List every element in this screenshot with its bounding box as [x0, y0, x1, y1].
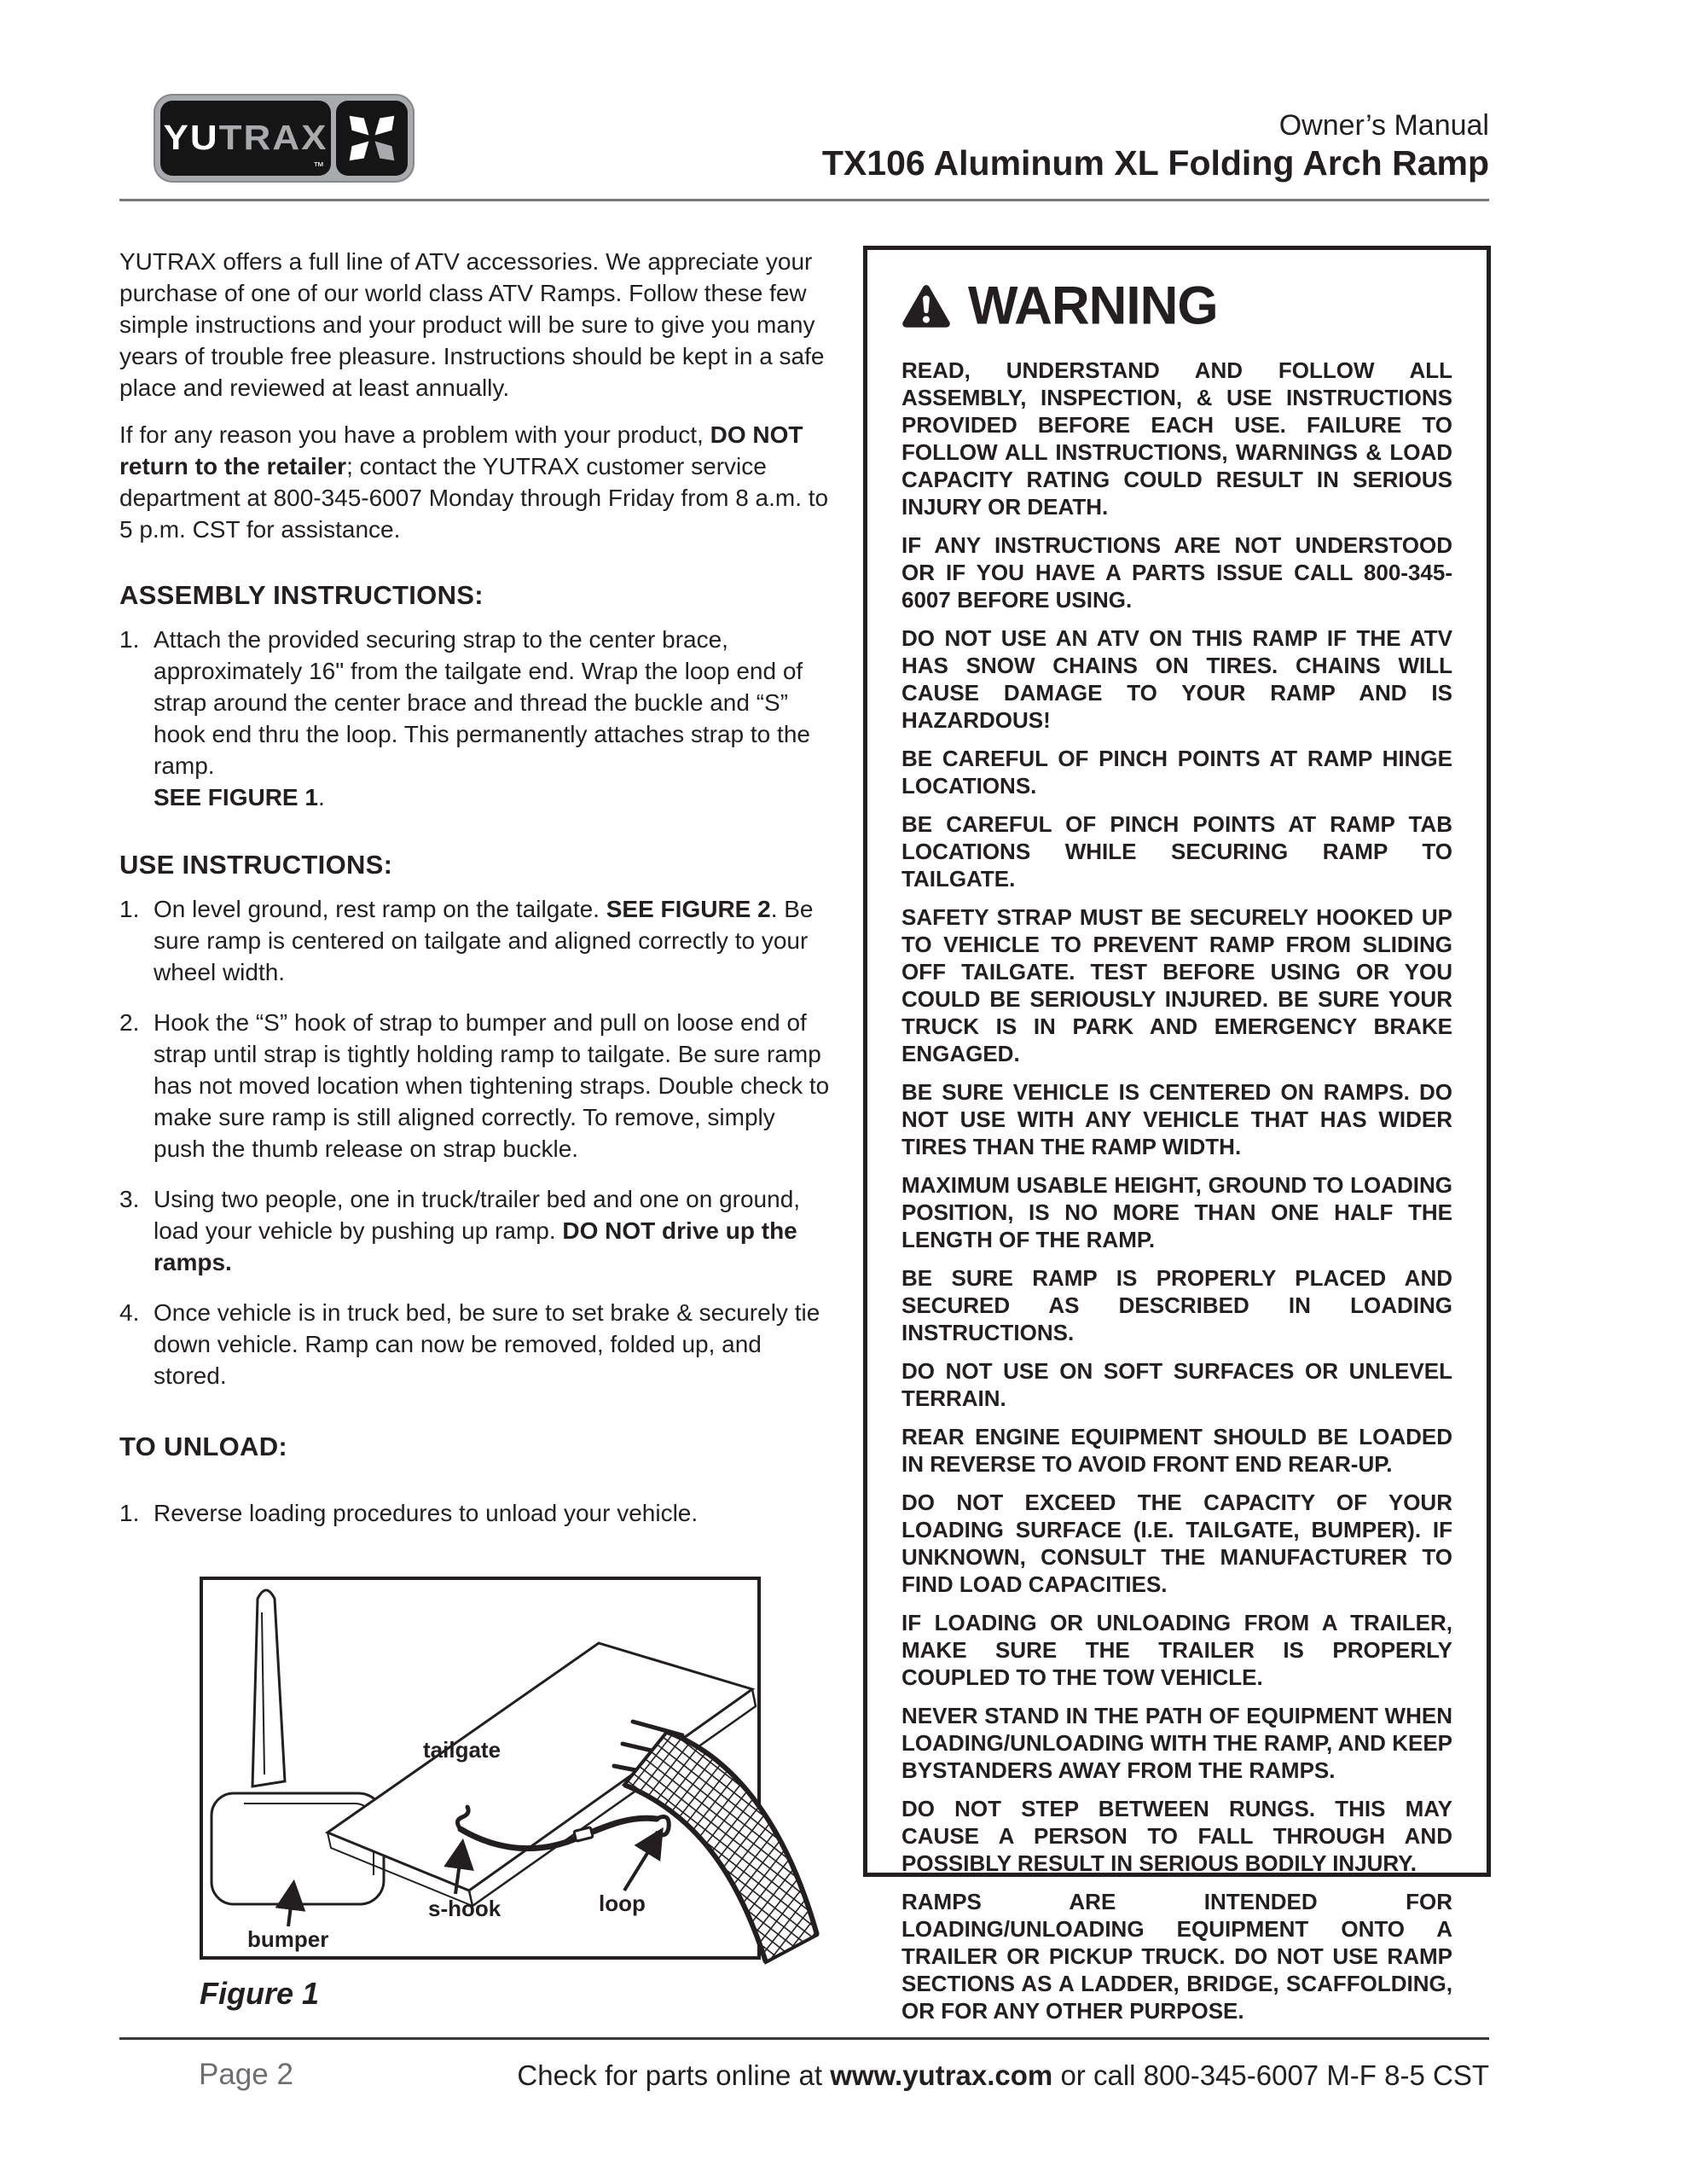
- warning-paragraph: DO NOT USE AN ATV ON THIS RAMP IF THE ATV HAS SNOW CHAINS ON TIRES. CHAINS WILL CAUSE DAMAGE TO YOUR RAMP AND IS HAZARDOUS!: [901, 625, 1452, 733]
- list-item-text: [154, 1500, 698, 1526]
- bold-text-segment: www.yutrax.com: [830, 2059, 1053, 2091]
- unload-item-1: [119, 1497, 830, 1529]
- list-number: 2.: [119, 1009, 140, 1036]
- footer-rule: [119, 2037, 1489, 2040]
- strap-buckle: [574, 1827, 593, 1841]
- unload-heading: TO UNLOAD:: [119, 1432, 288, 1461]
- assembly-item-1: [119, 624, 830, 813]
- header-rule: [119, 199, 1489, 201]
- label-s-hook: s-hook: [428, 1896, 501, 1921]
- label-bumper: bumper: [247, 1926, 329, 1952]
- figure-1-caption: Figure 1: [200, 1976, 320, 2011]
- yutrax-x-emblem: [336, 101, 408, 176]
- text-segment: Reverse loading procedures to unload your vehicle.: [154, 1500, 699, 1526]
- wordmark-gray-letters: TRAX: [218, 119, 328, 158]
- trademark-symbol: ™: [313, 160, 324, 172]
- warning-box: [863, 246, 1491, 2024]
- warning-paragraph: RAMPS ARE INTENDED FOR LOADING/UNLOADING EQUIPMENT ONTO A TRAILER OR PICKUP TRUCK. DO NOT USE RAMP SECTIONS AS A LADDER, BRIDGE, SCAFFOLDING, OR FOR ANY OTHER PURPOSE.: [901, 1889, 1452, 2024]
- yutrax-wordmark-text: [164, 119, 328, 158]
- assembly-heading: ASSEMBLY INSTRUCTIONS:: [119, 580, 484, 610]
- warning-title: WARNING: [968, 276, 1218, 336]
- warning-paragraph-list: [901, 357, 1452, 2024]
- list-number: 1.: [119, 626, 140, 653]
- list-number: 1.: [119, 1500, 140, 1526]
- text-segment: If for any reason you have a problem with your product,: [119, 421, 710, 448]
- bold-text-segment: DO NOT drive up the ramps.: [154, 1217, 797, 1275]
- document-type: Owner’s Manual: [1278, 109, 1489, 142]
- warning-paragraph: SAFETY STRAP MUST BE SECURELY HOOKED UP TO VEHICLE TO PREVENT RAMP FROM SLIDING OFF TAILGATE. TEST BEFORE USING OR YOU COULD BE SERIOUSLY INJURED. BE SURE YOUR TRUCK IS IN PARK AND EMERGENCY BRAKE ENGAGED.: [901, 904, 1452, 1066]
- figure-1-diagram: [200, 1577, 832, 1982]
- text-segment: .: [317, 784, 325, 810]
- warning-paragraph: NEVER STAND IN THE PATH OF EQUIPMENT WHEN LOADING/UNLOADING WITH THE RAMP, AND KEEP BYSTANDERS AWAY FROM THE RAMPS.: [901, 1703, 1452, 1783]
- use-item-4: [119, 1297, 830, 1391]
- warning-paragraph: DO NOT USE ON SOFT SURFACES OR UNLEVEL TERRAIN.: [901, 1358, 1452, 1411]
- use-heading: USE INSTRUCTIONS:: [119, 850, 393, 880]
- wordmark-white-letters: YU: [163, 119, 219, 158]
- text-segment: Using two people, one in truck/trailer bed and one on ground, load your vehicle by pushing up ramp.: [154, 1186, 801, 1244]
- warning-paragraph: DO NOT STEP BETWEEN RUNGS. THIS MAY CAUSE A PERSON TO FALL THROUGH AND POSSIBLY RESULT IN SERIOUS BODILY INJURY.: [901, 1796, 1452, 1876]
- text-segment: ; contact the YUTRAX customer service department at 800-345-6007 Monday through Friday from 8 a.m. to 5 p.m. CST for assistance.: [119, 453, 829, 543]
- text-segment: . Be sure ramp is centered on tailgate and aligned correctly to your wheel width.: [154, 896, 814, 985]
- list-number: 4.: [119, 1299, 140, 1326]
- warning-paragraph: BE SURE RAMP IS PROPERLY PLACED AND SECURED AS DESCRIBED IN LOADING INSTRUCTIONS.: [901, 1265, 1452, 1345]
- figure-1-drawing: [200, 1577, 832, 1978]
- list-item-text: [154, 626, 810, 810]
- warning-paragraph: BE CAREFUL OF PINCH POINTS AT RAMP TAB LOCATIONS WHILE SECURING RAMP TO TAILGATE.: [901, 811, 1452, 892]
- bold-text-segment: SEE FIGURE 2: [606, 896, 771, 922]
- list-item-text: [154, 1299, 820, 1389]
- warning-paragraph: IF ANY INSTRUCTIONS ARE NOT UNDERSTOOD OR IF YOU HAVE A PARTS ISSUE CALL 800-345-6007 BEFORE USING.: [901, 532, 1452, 613]
- left-column: [119, 246, 830, 1529]
- intro-paragraph-2: [119, 419, 830, 545]
- footer-page-number: Page 2: [199, 2058, 293, 2091]
- use-item-3: [119, 1183, 830, 1278]
- text-segment: On level ground, rest ramp on the tailgate.: [154, 896, 606, 922]
- warning-paragraph: READ, UNDERSTAND AND FOLLOW ALL ASSEMBLY, INSPECTION, & USE INSTRUCTIONS PROVIDED BEFORE EACH USE. FAILURE TO FOLLOW ALL INSTRUCTIONS, WARNINGS & LOAD CAPACITY RATING COULD RESULT IN SERIOUS INJURY OR DEATH.: [901, 357, 1452, 520]
- intro-paragraph-1: YUTRAX offers a full line of ATV accessories. We appreciate your purchase of one of our world class ATV Ramps. Follow these few simple instructions and your product will be sure to give you many years of trouble free pleasure. Instructions should be kept in a safe place and reviewed at least annually.: [119, 248, 825, 401]
- use-item-1: [119, 893, 830, 988]
- warning-paragraph: MAXIMUM USABLE HEIGHT, GROUND TO LOADING POSITION, IS NO MORE THAN ONE HALF THE LENGTH OF THE RAMP.: [901, 1172, 1452, 1252]
- label-tailgate: tailgate: [423, 1737, 501, 1763]
- text-segment: or call 800-345-6007 M-F 8-5 CST: [1052, 2059, 1489, 2091]
- label-loop: loop: [599, 1891, 646, 1916]
- warning-paragraph: DO NOT EXCEED THE CAPACITY OF YOUR LOADING SURFACE (I.E. TAILGATE, BUMPER). IF UNKNOWN, CONSULT THE MANUFACTURER TO FIND LOAD CAPACITIES.: [901, 1490, 1452, 1597]
- list-number: 1.: [119, 896, 140, 922]
- text-segment: Attach the provided securing strap to the center brace, approximately 16" from the tailgate end. Wrap the loop end of strap around the center brace and thread the buckle and “S” hook end thru the loop. This permanently attaches strap to the ramp.: [154, 626, 810, 779]
- list-item-text: [154, 1186, 800, 1275]
- yutrax-logo-wordmark: [160, 101, 331, 176]
- warning-paragraph: BE SURE VEHICLE IS CENTERED ON RAMPS. DO NOT USE WITH ANY VEHICLE THAT HAS WIDER TIRES THAN THE RAMP WIDTH.: [901, 1079, 1452, 1159]
- list-number: 3.: [119, 1186, 140, 1212]
- text-segment: Once vehicle is in truck bed, be sure to set brake & securely tie down vehicle. Ramp can now be removed, folded up, and stored.: [154, 1299, 820, 1389]
- bold-text-segment: DO NOT return to the retailer: [119, 421, 803, 479]
- bold-text-segment: SEE FIGURE 1: [154, 784, 318, 810]
- x-mark-icon: [345, 111, 399, 166]
- yutrax-logo: [155, 96, 413, 181]
- warning-triangle-icon: [901, 284, 951, 328]
- text-segment: Hook the “S” hook of strap to bumper and pull on loose end of strap until strap is tightly holding ramp to tailgate. Be sure ramp has not moved location when tightening straps. Double check to make sure ramp is still aligned correctly. To remove, simply push the thumb release on strap buckle.: [154, 1009, 830, 1162]
- warning-paragraph: IF LOADING OR UNLOADING FROM A TRAILER, MAKE SURE THE TRAILER IS PROPERLY COUPLED TO THE TOW VEHICLE.: [901, 1610, 1452, 1690]
- text-segment: Check for parts online at: [517, 2059, 831, 2091]
- list-item-text: [154, 896, 814, 985]
- page-title: TX106 Aluminum XL Folding Arch Ramp: [821, 143, 1489, 183]
- warning-paragraph: BE CAREFUL OF PINCH POINTS AT RAMP HINGE LOCATIONS.: [901, 746, 1452, 799]
- use-item-2: [119, 1007, 830, 1165]
- footer-contact-text: [517, 2059, 1489, 2092]
- list-item-text: [154, 1009, 829, 1162]
- warning-header: [901, 276, 1452, 336]
- warning-paragraph: REAR ENGINE EQUIPMENT SHOULD BE LOADED IN REVERSE TO AVOID FRONT END REAR-UP.: [901, 1424, 1452, 1477]
